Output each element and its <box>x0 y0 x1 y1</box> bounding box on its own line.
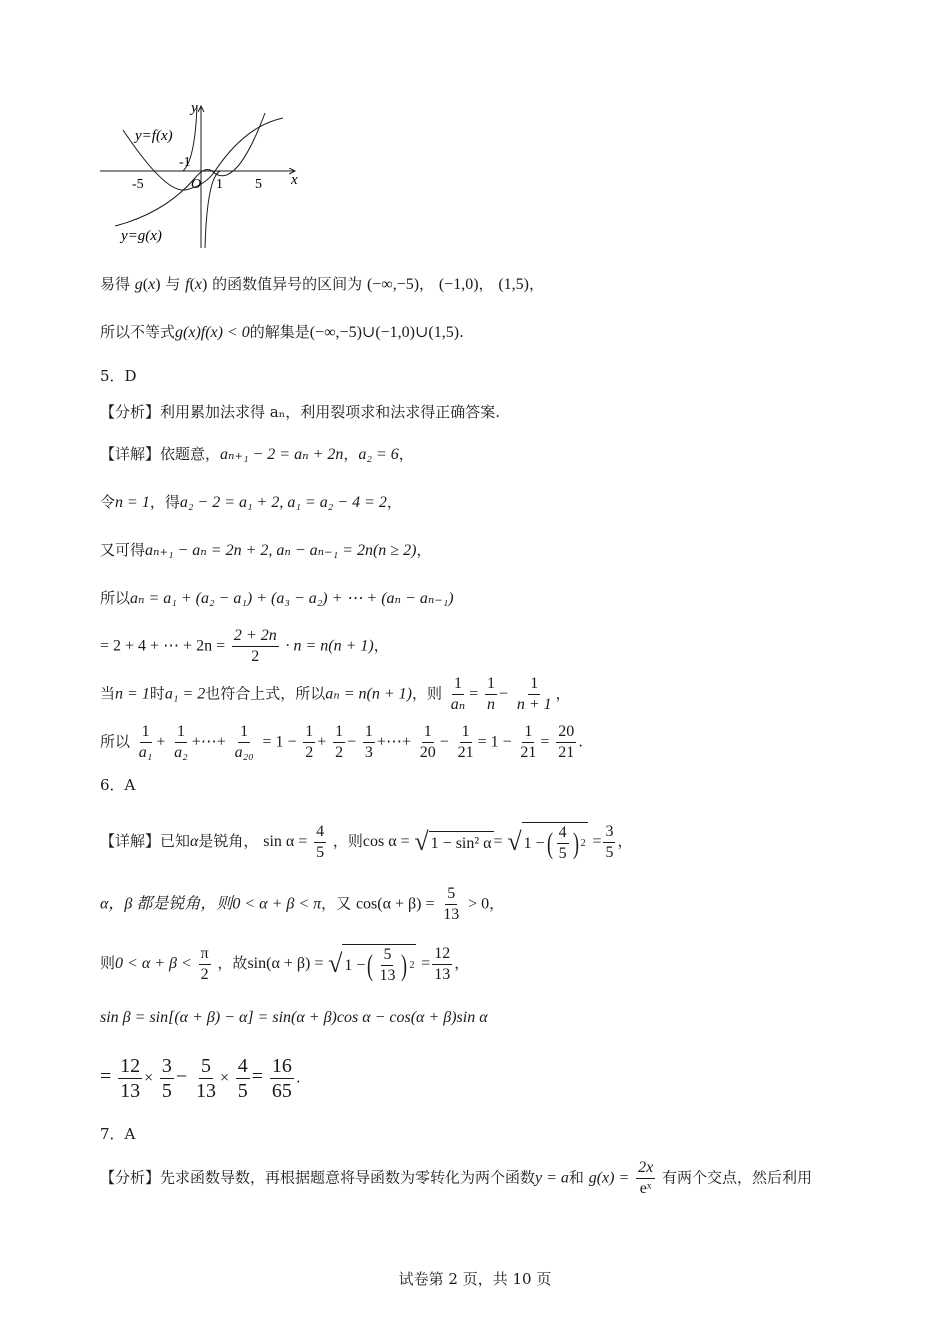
q5-line5: 所以aₙ = a₁ + (a₂ − a₁) + (a₃ − a₂) + ⋯ + (aₙ − aₙ₋₁) <box>100 589 454 607</box>
q4-line1: 易得 g(x) 与 f(x) 的函数值异号的区间为 (−∞,−5)， (−1,0)， (1,5)， <box>100 275 544 293</box>
function-graph <box>95 98 315 253</box>
q6-heading: 6．A <box>100 776 136 794</box>
q5-line3: 令n = 1，得a₂ − 2 = a₁ + 2, a₁ = a₂ − 4 = 2， <box>100 493 402 511</box>
q5-detail-line1: 【详解】依题意，aₙ₊₁ − 2 = aₙ + 2n，a₂ = 6， <box>100 445 414 463</box>
page-footer: 试卷第 2 页，共 10 页 <box>398 1270 552 1288</box>
tick-5: 5 <box>255 177 262 192</box>
tick-minus5: -5 <box>132 177 144 192</box>
origin-label: O <box>191 177 202 192</box>
tick-1: 1 <box>216 177 223 192</box>
q7-line1: 【分析】先求函数导数，再根据题意将导函数为零转化为两个函数y = a和 g(x) = $\frac{2x}{\text{eˣ}}$ 有两个交点，然后利用 <box>100 1159 812 1197</box>
q5-analysis: 【分析】利用累加法求得 aₙ，利用裂项求和法求得正确答案. <box>100 403 500 421</box>
q5-line8: 所以 $\frac{1}{\text{a₁}}$ + $\frac{1}{\text{a₂}}$ +⋯+ $\frac{1}{\text{a₂₀}}$ = 1 − $\frac{1}{2}$ + $\frac{1}{2}$ − $\frac{1}{3}$ +⋯+ $\frac{1}{20}$ − $\frac{1}{21}$ = 1 − $\frac{1}{21}$ = $\frac{20}{21}$ . <box>100 723 583 761</box>
q7-heading: 7．A <box>100 1125 136 1143</box>
fx-label: y=f(x) <box>135 128 173 144</box>
tick-minus1: -1 <box>179 155 191 170</box>
q5-line7: 当n = 1时a₁ = 2也符合上式，所以aₙ = n(n + 1)，则 $\frac{1}{\text{aₙ}}$ = $\frac{1}{n}$ − $\frac{1}{n + 1}$ ， <box>100 675 571 713</box>
gx-label: y=g(x) <box>121 228 162 244</box>
y-axis-label: y <box>191 100 198 116</box>
q5-heading: 5．D <box>100 367 137 385</box>
q5-line6: = 2 + 4 + ⋯ + 2n = $\frac{2 + 2n}{2}$ · n = n(n + 1)， <box>100 627 389 665</box>
q6-line3: 则0 < α + β < $\frac{\pi}{2}$ ，故sin(α + β) = √ 1 − ( $\frac{5}{13}$ ) 2 = $\frac{12}{13}$ ， <box>100 944 470 984</box>
q4-line2: 所以不等式g(x)f(x) < 0的解集是(−∞,−5)∪(−1,0)∪(1,5). <box>100 323 464 341</box>
q6-line2: α，β 都是锐角，则0 < α + β < π，又 cos(α + β) = $\frac{5}{13}$ > 0， <box>100 885 505 923</box>
q6-line5: = $\frac{12}{13}$ × $\frac{3}{5}$ − $\frac{5}{13}$ × $\frac{4}{5}$ = $\frac{16}{65}$ . <box>100 1055 301 1102</box>
q6-line4: sin β = sin[(α + β) − α] = sin(α + β)cos α − cos(α + β)sin α <box>100 1009 488 1026</box>
q6-line1: 【详解】已知α是锐角， sin α = $\frac{4}{5}$ ，则cos α = √ 1 − sin² α = √ 1 − ( $\frac{4}{5}$ ) 2 = $\frac{3}{5}$ ， <box>100 822 633 862</box>
q5-line4: 又可得aₙ₊₁ − aₙ = 2n + 2, aₙ − aₙ₋₁ = 2n(n ≥ 2)， <box>100 541 432 559</box>
x-axis-label: x <box>291 172 298 188</box>
